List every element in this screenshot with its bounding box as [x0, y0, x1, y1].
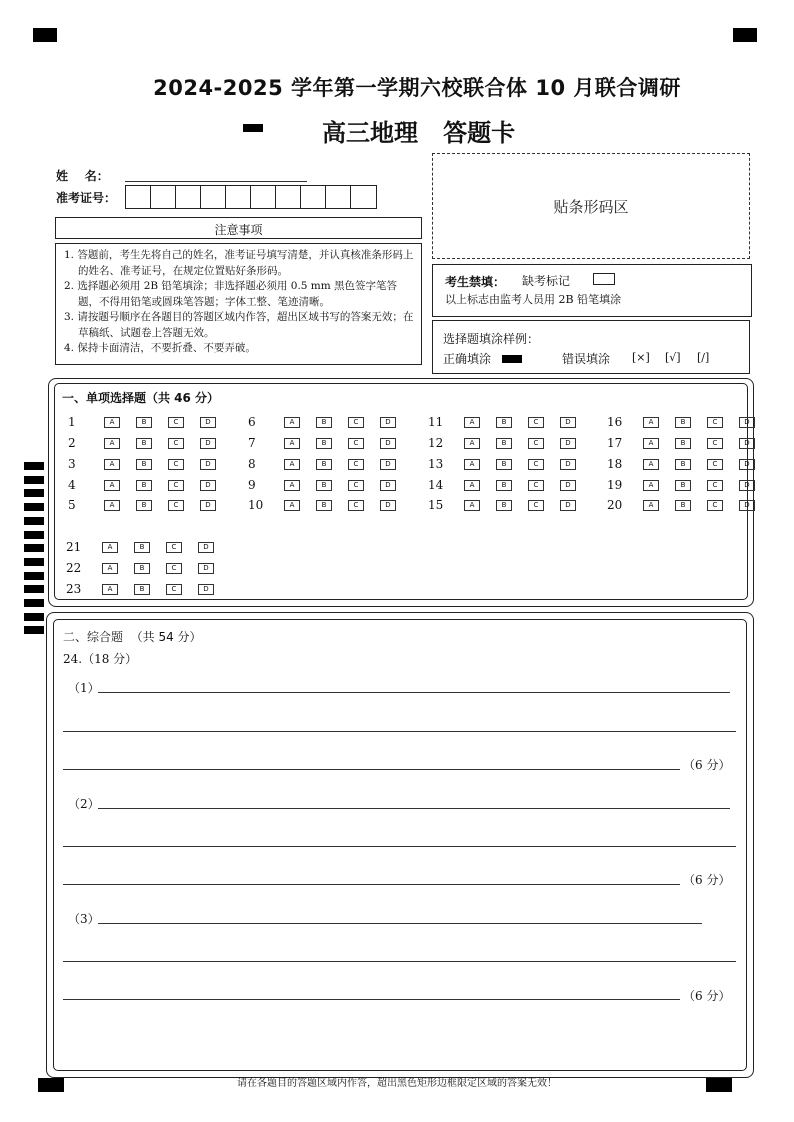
sub3-label: （3）	[68, 912, 100, 926]
question-number: 6	[248, 415, 256, 429]
id-digit-box[interactable]	[276, 186, 301, 208]
question-row	[66, 540, 230, 554]
option-bubble[interactable]: A	[102, 563, 118, 574]
section2-title: 二、综合题 （共 54 分）	[63, 630, 202, 644]
option-bubble[interactable]: C	[166, 563, 182, 574]
option-bubble[interactable]: B	[134, 542, 150, 553]
timing-mark	[24, 572, 44, 580]
id-boxes[interactable]	[125, 185, 377, 209]
question-row	[428, 478, 592, 492]
id-digit-box[interactable]	[226, 186, 251, 208]
id-label: 准考证号：	[56, 191, 117, 205]
option-bubble[interactable]: B	[316, 417, 332, 428]
option-bubble[interactable]: A	[464, 459, 480, 470]
timing-mark	[24, 531, 44, 539]
option-bubble[interactable]: A	[643, 500, 659, 511]
option-bubble[interactable]: C	[348, 459, 364, 470]
option-bubble[interactable]: D	[380, 480, 396, 491]
question-number: 22	[66, 561, 82, 575]
card-subtitle: 高三地理 答题卡	[322, 119, 516, 147]
question-number: 15	[428, 498, 444, 512]
option-bubble[interactable]: D	[560, 500, 576, 511]
option-bubble[interactable]: A	[464, 438, 480, 449]
option-bubble[interactable]: B	[675, 417, 691, 428]
option-bubble[interactable]: D	[560, 438, 576, 449]
question-row	[68, 478, 232, 492]
option-bubble[interactable]: D	[198, 584, 214, 595]
option-bubble[interactable]: B	[136, 459, 152, 470]
id-digit-box[interactable]	[176, 186, 201, 208]
option-bubble[interactable]: D	[200, 480, 216, 491]
section2-inner	[53, 619, 747, 1071]
option-bubble[interactable]: A	[104, 500, 120, 511]
question-number: 1	[68, 415, 76, 429]
option-bubble[interactable]: A	[464, 417, 480, 428]
timing-mark	[24, 544, 44, 552]
question-row	[248, 478, 412, 492]
question-number: 4	[68, 478, 76, 492]
option-bubble[interactable]: A	[104, 417, 120, 428]
question-row	[248, 415, 412, 429]
timing-mark	[24, 558, 44, 566]
option-bubble[interactable]: B	[134, 584, 150, 595]
question-number: 18	[607, 457, 623, 471]
option-bubble[interactable]: A	[643, 459, 659, 470]
sub1-line-2[interactable]	[63, 731, 736, 732]
wrong-fill-label: 错误填涂	[562, 352, 611, 366]
question-row	[68, 436, 232, 450]
option-bubble[interactable]: A	[284, 459, 300, 470]
wrong-mark-1: [×]	[632, 351, 650, 364]
question-row	[248, 498, 412, 512]
option-bubble[interactable]: B	[134, 563, 150, 574]
sub3-line-2[interactable]	[63, 961, 736, 962]
notice-item: 3. 请按题号顺序在各题目的答题区域内作答，超出区域书写的答案无效；在草稿纸、试题卷上答题无效。	[64, 311, 414, 339]
timing-mark	[24, 626, 44, 634]
id-digit-box[interactable]	[351, 186, 376, 208]
question-24-label: 24.（18 分）	[63, 652, 138, 666]
option-bubble[interactable]: A	[102, 542, 118, 553]
question-number: 11	[428, 415, 444, 429]
question-number: 5	[68, 498, 76, 512]
option-bubble[interactable]: C	[528, 417, 544, 428]
option-bubble[interactable]: C	[168, 459, 184, 470]
timing-mark	[24, 585, 44, 593]
option-bubble[interactable]: B	[316, 500, 332, 511]
option-bubble[interactable]: D	[380, 438, 396, 449]
option-bubble[interactable]: B	[496, 438, 512, 449]
option-bubble[interactable]: D	[560, 459, 576, 470]
sub2-line-1[interactable]	[98, 808, 730, 809]
notice-item: 2. 选择题必须用 2B 铅笔填涂；非选择题必须用 0.5 mm 黑色签字笔答题，不得用铅笔或圆珠笔答题；字体工整、笔迹清晰。	[64, 280, 398, 308]
absent-note: 以上标志由监考人员用 2B 铅笔填涂	[445, 293, 622, 306]
correct-fill-label: 正确填涂	[443, 352, 492, 366]
sub2-points: （6 分）	[683, 873, 731, 887]
corner-mark-top-right	[733, 28, 757, 42]
option-bubble[interactable]: D	[380, 459, 396, 470]
notice-heading: 注意事项	[214, 223, 263, 237]
corner-mark-top-left	[33, 28, 57, 42]
option-bubble[interactable]: A	[643, 480, 659, 491]
option-bubble[interactable]: C	[707, 459, 723, 470]
timing-mark	[24, 517, 44, 525]
notice-item: 4. 保持卡面清洁，不要折叠、不要弄破。	[64, 342, 256, 354]
question-row	[607, 457, 771, 471]
option-bubble[interactable]: D	[380, 500, 396, 511]
option-bubble[interactable]: C	[348, 480, 364, 491]
timing-mark	[24, 489, 44, 497]
id-digit-box[interactable]	[151, 186, 176, 208]
question-row	[428, 415, 592, 429]
question-row	[607, 415, 771, 429]
question-row	[68, 415, 232, 429]
timing-mark	[24, 462, 44, 470]
option-bubble[interactable]: A	[284, 438, 300, 449]
option-bubble[interactable]: B	[136, 480, 152, 491]
barcode-area: 贴条形码区	[432, 153, 750, 259]
question-number: 10	[248, 498, 264, 512]
timing-mark	[24, 599, 44, 607]
option-bubble[interactable]: D	[739, 417, 755, 428]
option-bubble[interactable]: A	[104, 438, 120, 449]
id-digit-box[interactable]	[201, 186, 226, 208]
question-row	[428, 457, 592, 471]
option-bubble[interactable]: D	[739, 480, 755, 491]
option-bubble[interactable]: C	[528, 438, 544, 449]
option-bubble[interactable]: D	[198, 542, 214, 553]
question-number: 17	[607, 436, 623, 450]
question-row	[248, 436, 412, 450]
sub1-points: （6 分）	[683, 758, 731, 772]
option-bubble[interactable]: D	[560, 480, 576, 491]
question-number: 14	[428, 478, 444, 492]
question-row	[248, 457, 412, 471]
correct-fill-sample	[502, 355, 522, 363]
option-bubble[interactable]: C	[528, 459, 544, 470]
question-row	[428, 498, 592, 512]
header-mark	[243, 124, 263, 132]
question-row	[428, 436, 592, 450]
option-bubble[interactable]: A	[643, 417, 659, 428]
option-bubble[interactable]: B	[496, 480, 512, 491]
option-bubble[interactable]: C	[168, 417, 184, 428]
name-label: 姓 名：	[56, 169, 109, 183]
sub3-line-3[interactable]	[63, 999, 680, 1000]
option-bubble[interactable]: B	[675, 480, 691, 491]
option-bubble[interactable]: D	[198, 563, 214, 574]
absent-mark-box[interactable]	[593, 273, 615, 285]
option-bubble[interactable]: A	[104, 480, 120, 491]
option-bubble[interactable]: C	[528, 480, 544, 491]
option-bubble[interactable]: D	[200, 459, 216, 470]
option-bubble[interactable]: B	[136, 500, 152, 511]
option-bubble[interactable]: B	[496, 417, 512, 428]
option-bubble[interactable]: D	[200, 438, 216, 449]
question-row	[607, 478, 771, 492]
sub1-line-1[interactable]	[98, 692, 730, 693]
fill-example-heading: 选择题填涂样例：	[443, 332, 540, 346]
option-bubble[interactable]: B	[136, 438, 152, 449]
option-bubble[interactable]: A	[104, 459, 120, 470]
timing-mark	[24, 503, 44, 511]
option-bubble[interactable]: B	[496, 500, 512, 511]
option-bubble[interactable]: C	[348, 438, 364, 449]
option-bubble[interactable]: C	[348, 500, 364, 511]
question-row	[66, 582, 230, 596]
sub1-label: （1）	[68, 681, 100, 695]
option-bubble[interactable]: B	[136, 417, 152, 428]
sub2-line-2[interactable]	[63, 846, 736, 847]
sub3-points: （6 分）	[683, 989, 731, 1003]
exam-title: 2024-2025 学年第一学期六校联合体 10 月联合调研	[153, 76, 681, 100]
option-bubble[interactable]: D	[739, 438, 755, 449]
option-bubble[interactable]: C	[166, 542, 182, 553]
question-number: 9	[248, 478, 256, 492]
option-bubble[interactable]: C	[348, 417, 364, 428]
name-field[interactable]	[125, 181, 307, 182]
sub1-line-3[interactable]	[63, 769, 680, 770]
option-bubble[interactable]: D	[380, 417, 396, 428]
option-bubble[interactable]: C	[707, 417, 723, 428]
option-bubble[interactable]: D	[739, 459, 755, 470]
option-bubble[interactable]: A	[284, 417, 300, 428]
id-digit-box[interactable]	[251, 186, 276, 208]
option-bubble[interactable]: B	[316, 438, 332, 449]
section1-title: 一、单项选择题（共 46 分）	[62, 391, 220, 405]
question-number: 8	[248, 457, 256, 471]
question-number: 13	[428, 457, 444, 471]
question-number: 23	[66, 582, 82, 596]
question-number: 3	[68, 457, 76, 471]
id-digit-box[interactable]	[126, 186, 151, 208]
absent-mark-label: 缺考标记	[522, 274, 571, 288]
sub2-label: （2）	[68, 797, 100, 811]
question-number: 12	[428, 436, 444, 450]
option-bubble[interactable]: C	[707, 500, 723, 511]
wrong-mark-3: [/]	[697, 351, 710, 364]
option-bubble[interactable]: A	[464, 480, 480, 491]
option-bubble[interactable]: B	[675, 459, 691, 470]
option-bubble[interactable]: C	[166, 584, 182, 595]
id-digit-box[interactable]	[301, 186, 326, 208]
option-bubble[interactable]: B	[496, 459, 512, 470]
question-row	[607, 498, 771, 512]
option-bubble[interactable]: C	[707, 438, 723, 449]
absent-label: 考生禁填：	[445, 275, 506, 289]
option-bubble[interactable]: B	[316, 480, 332, 491]
timing-mark	[24, 613, 44, 621]
option-bubble[interactable]: A	[284, 500, 300, 511]
sub3-line-1[interactable]	[98, 923, 702, 924]
question-number: 20	[607, 498, 623, 512]
option-bubble[interactable]: D	[560, 417, 576, 428]
option-bubble[interactable]: A	[643, 438, 659, 449]
timing-mark	[24, 476, 44, 484]
question-number: 19	[607, 478, 623, 492]
question-row	[68, 498, 232, 512]
question-row	[68, 457, 232, 471]
option-bubble[interactable]: C	[168, 500, 184, 511]
option-bubble[interactable]: A	[102, 584, 118, 595]
option-bubble[interactable]: D	[200, 500, 216, 511]
sub2-line-3[interactable]	[63, 884, 680, 885]
question-number: 21	[66, 540, 82, 554]
option-bubble[interactable]: A	[464, 500, 480, 511]
notice-item: 1. 答题前，考生先将自己的姓名，准考证号填写清楚，并认真核准条形码上的姓名、准考证号，在规定位置贴好条形码。	[64, 249, 414, 277]
option-bubble[interactable]: B	[675, 438, 691, 449]
option-bubble[interactable]: B	[675, 500, 691, 511]
footer-note: 请在各题目的答题区域内作答，超出黑色矩形边框限定区域的答案无效！	[237, 1078, 557, 1089]
wrong-mark-2: [√]	[665, 351, 681, 364]
question-number: 16	[607, 415, 623, 429]
option-bubble[interactable]: D	[739, 500, 755, 511]
option-bubble[interactable]: C	[168, 438, 184, 449]
question-row	[607, 436, 771, 450]
option-bubble[interactable]: B	[316, 459, 332, 470]
notice-box	[55, 243, 422, 365]
option-bubble[interactable]: A	[284, 480, 300, 491]
option-bubble[interactable]: C	[168, 480, 184, 491]
option-bubble[interactable]: C	[528, 500, 544, 511]
question-number: 7	[248, 436, 256, 450]
question-number: 2	[68, 436, 76, 450]
option-bubble[interactable]: C	[707, 480, 723, 491]
option-bubble[interactable]: D	[200, 417, 216, 428]
question-row	[66, 561, 230, 575]
id-digit-box[interactable]	[326, 186, 351, 208]
